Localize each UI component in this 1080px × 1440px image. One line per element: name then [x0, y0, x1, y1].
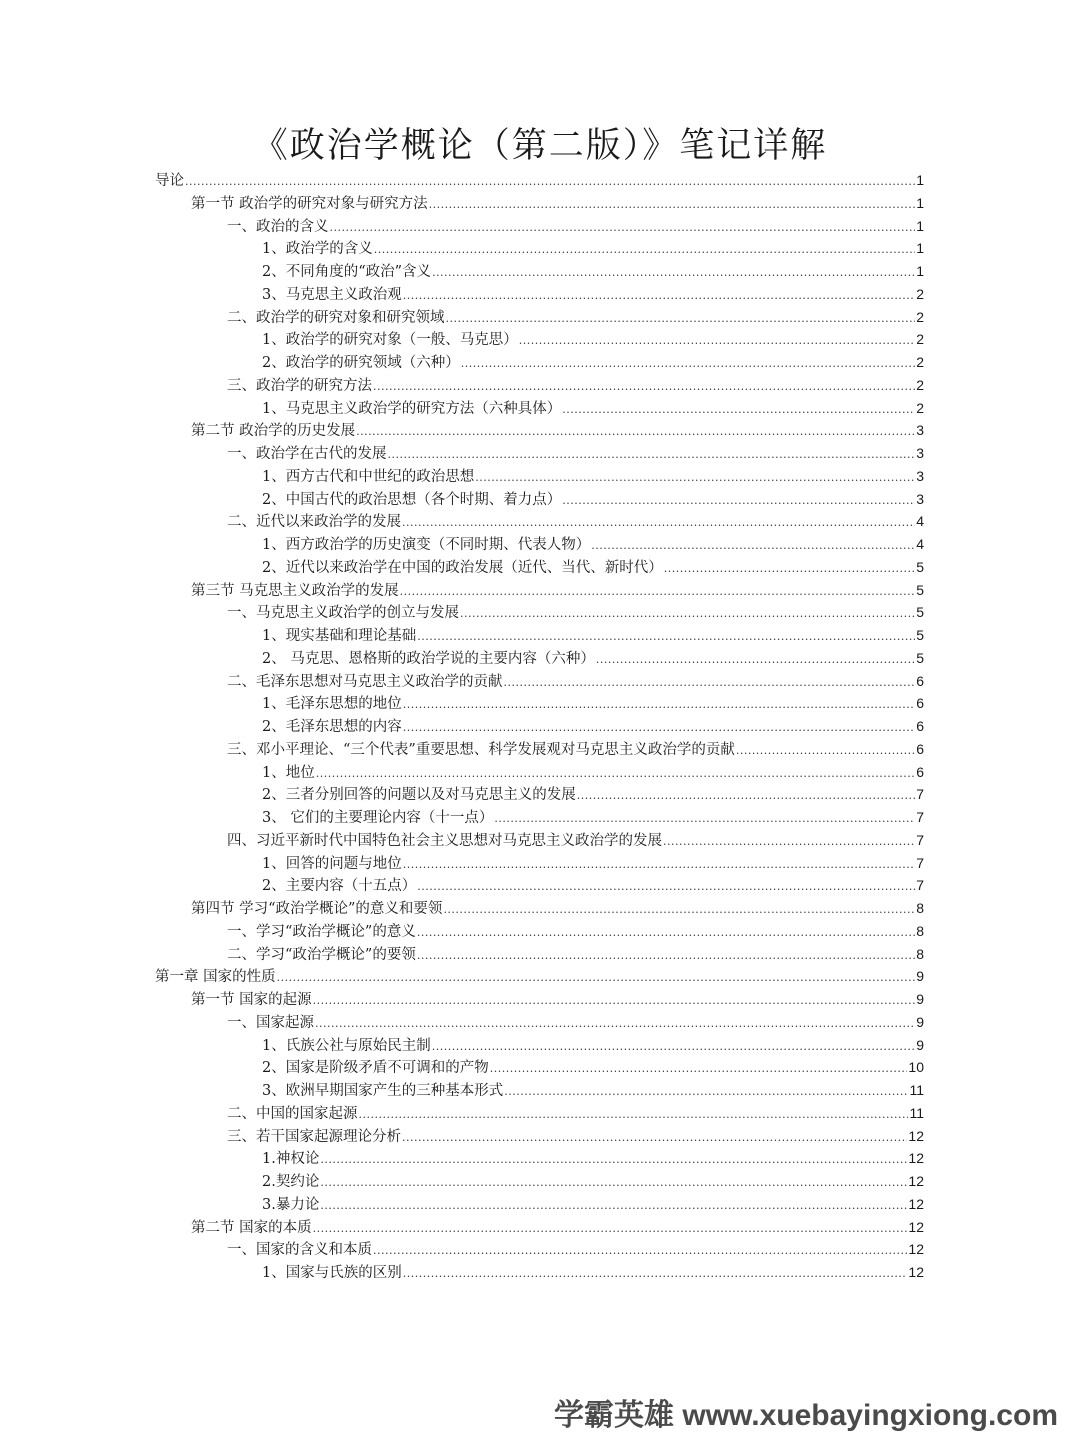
toc-entry-page: 12: [908, 1218, 924, 1235]
toc-entry-page: 1: [916, 263, 924, 279]
toc-entry[interactable]: [155, 1056, 924, 1079]
toc-leader-dots: [320, 1171, 907, 1195]
toc-entry-title: 第四节 学习“政治学概论”的意义和要领: [191, 901, 443, 917]
toc-entry-title: 1、地位: [262, 764, 315, 781]
toc-leader-dots: [504, 1080, 908, 1104]
toc-entry-page: 2: [916, 399, 924, 416]
toc-leader-dots: [591, 534, 915, 558]
toc-entry-title: 2、主要内容（十五点）: [262, 878, 417, 895]
toc-leader-dots: [417, 625, 915, 649]
toc-leader-dots: [403, 693, 915, 717]
toc-entry[interactable]: [155, 465, 924, 488]
toc-entry[interactable]: [155, 1147, 924, 1170]
toc-entry-page: 3: [916, 490, 924, 507]
toc-entry[interactable]: [155, 715, 924, 738]
toc-entry-title: 1、现实基础和理论基础: [262, 628, 417, 644]
toc-leader-dots: [460, 602, 915, 626]
toc-entry-title: 一、国家起源: [227, 1014, 314, 1031]
toc-leader-dots: [403, 716, 915, 740]
toc-entry-page: 1: [916, 172, 924, 188]
toc-entry-title: 3、马克思主义政治观: [262, 286, 402, 303]
toc-entry-page: 12: [908, 1241, 924, 1258]
toc-leader-dots: [403, 853, 915, 877]
toc-entry-title: 二、毛泽东思想对马克思主义政治学的贡献: [227, 673, 503, 690]
toc-entry-page: 7: [916, 877, 924, 894]
toc-entry-title: 1、毛泽东思想的地位: [262, 696, 402, 713]
toc-entry[interactable]: [155, 419, 924, 442]
toc-leader-dots: [373, 375, 915, 399]
toc-entry[interactable]: [155, 510, 924, 533]
toc-leader-dots: [316, 762, 915, 786]
toc-entry[interactable]: [155, 1011, 924, 1034]
toc-entry[interactable]: [155, 237, 924, 260]
toc-entry-title: 2、 马克思、恩格斯的政治学说的主要内容（六种）: [262, 650, 595, 667]
toc-entry-title: 1、西方政治学的历史演变（不同时期、代表人物）: [262, 537, 591, 553]
toc-entry-page: 8: [916, 922, 924, 939]
toc-entry-page: 7: [916, 854, 924, 871]
toc-entry-page: 6: [916, 672, 924, 689]
toc-entry[interactable]: [155, 692, 924, 715]
toc-entry-page: 1: [916, 240, 924, 257]
toc-entry-title: 第一节 国家的起源: [191, 992, 312, 1008]
toc-entry-title: 1、氏族公社与原始民主制: [262, 1037, 431, 1054]
toc-entry-title: 第一章 国家的性质: [155, 969, 276, 986]
toc-entry[interactable]: [155, 852, 924, 875]
toc-entry-page: 7: [916, 831, 924, 848]
toc-entry-title: 2、政治学的研究领域（六种）: [262, 355, 460, 371]
toc-entry-page: 9: [916, 1013, 924, 1030]
toc-entry[interactable]: [155, 1125, 924, 1148]
toc-leader-dots: [736, 739, 915, 763]
toc-entry-title: 2、近代以来政治学在中国的政治发展（近代、当代、新时代）: [262, 559, 663, 576]
toc-entry-title: 2、三者分别回答的问题以及对马克思主义的发展: [262, 787, 576, 804]
toc-entry[interactable]: [155, 533, 924, 556]
toc-entry-page: 10: [908, 1059, 924, 1076]
toc-entry[interactable]: [155, 601, 924, 624]
toc-entry[interactable]: [155, 1034, 924, 1057]
toc-entry-page: 5: [916, 581, 924, 598]
toc-entry-title: 二、近代以来政治学的发展: [227, 514, 401, 531]
toc-entry-page: 1: [916, 194, 924, 211]
toc-entry[interactable]: [155, 624, 924, 647]
toc-entry-page: 4: [916, 536, 924, 552]
toc-entry-page: 3: [916, 422, 924, 439]
toc-leader-dots: [402, 1126, 907, 1150]
toc-entry-page: 6: [916, 695, 924, 712]
toc-entry[interactable]: [155, 829, 924, 852]
toc-entry-page: 2: [916, 354, 924, 370]
toc-entry[interactable]: [155, 943, 924, 966]
toc-entry[interactable]: [155, 1102, 924, 1125]
toc-entry-page: 6: [916, 718, 924, 734]
toc-entry-page: 12: [908, 1150, 924, 1167]
toc-entry-title: 三、邓小平理论、“三个代表”重要思想、科学发展观对马克思主义政治学的贡献: [227, 741, 735, 758]
toc-entry-title: 二、学习“政治学概论”的要领: [227, 946, 416, 963]
toc-entry[interactable]: [155, 1216, 924, 1239]
toc-leader-dots: [359, 1103, 909, 1127]
toc-entry-page: 12: [908, 1195, 924, 1212]
toc-entry-page: 2: [916, 331, 924, 348]
toc-leader-dots: [320, 1194, 907, 1218]
toc-leader-dots: [400, 580, 916, 604]
toc-leader-dots: [417, 944, 915, 968]
toc-entry-title: 1、西方古代和中世纪的政治思想: [262, 468, 475, 485]
toc-entry[interactable]: [155, 647, 924, 670]
toc-entry-title: 一、马克思主义政治学的创立与发展: [227, 605, 459, 622]
toc-entry[interactable]: [155, 670, 924, 693]
toc-entry-page: 7: [916, 786, 924, 803]
toc-entry-page: 9: [916, 991, 924, 1007]
toc-leader-dots: [504, 671, 916, 695]
toc-entry-title: 导论: [155, 173, 184, 189]
toc-entry[interactable]: [155, 328, 924, 351]
toc-entry[interactable]: [155, 738, 924, 761]
toc-entry-page: 2: [916, 285, 924, 302]
toc-entry-title: 3.暴力论: [262, 1196, 320, 1213]
toc-leader-dots: [330, 216, 916, 240]
toc-entry[interactable]: [155, 306, 924, 329]
toc-leader-dots: [417, 921, 915, 945]
toc-leader-dots: [429, 193, 916, 217]
toc-leader-dots: [320, 1148, 907, 1172]
toc-entry[interactable]: [155, 1261, 924, 1284]
toc-entry-page: 6: [916, 763, 924, 780]
toc-entry-title: 3、 它们的主要理论内容（十一点）: [262, 810, 494, 826]
toc-leader-dots: [315, 1012, 915, 1036]
toc-entry[interactable]: [155, 397, 924, 420]
toc-entry[interactable]: [155, 579, 924, 602]
toc-leader-dots: [374, 238, 915, 262]
toc-entry[interactable]: [155, 1079, 924, 1102]
toc-entry[interactable]: [155, 283, 924, 306]
toc-entry-title: 第三节 马克思主义政治学的发展: [191, 582, 399, 599]
toc-entry[interactable]: [155, 874, 924, 897]
toc-leader-dots: [388, 443, 916, 467]
toc-entry-title: 2、中国古代的政治思想（各个时期、着力点）: [262, 491, 562, 508]
toc-leader-dots: [432, 1035, 915, 1059]
toc-entry-title: 三、若干国家起源理论分析: [227, 1128, 401, 1145]
toc-entry-title: 2.契约论: [262, 1174, 320, 1190]
toc-entry[interactable]: [155, 965, 924, 988]
toc-entry[interactable]: [155, 374, 924, 397]
toc-leader-dots: [402, 511, 915, 535]
toc-entry-title: 1.神权论: [262, 1151, 320, 1168]
toc-entry[interactable]: [155, 1193, 924, 1216]
toc-entry-page: 11: [909, 1082, 924, 1098]
toc-entry-title: 1、政治学的含义: [262, 241, 373, 258]
toc-entry-title: 一、政治的含义: [227, 218, 329, 235]
toc-leader-dots: [663, 830, 915, 854]
toc-leader-dots: [403, 284, 915, 308]
toc-entry-page: 5: [916, 649, 924, 666]
toc-entry-page: 6: [916, 740, 924, 757]
toc-entry[interactable]: [155, 761, 924, 784]
toc-entry[interactable]: [155, 920, 924, 943]
toc-leader-dots: [519, 329, 915, 353]
toc-leader-dots: [664, 557, 915, 581]
toc-leader-dots: [313, 1217, 908, 1241]
toc-leader-dots: [475, 466, 915, 490]
toc-entry[interactable]: [155, 488, 924, 511]
toc-entry-title: 1、马克思主义政治学的研究方法（六种具体）: [262, 400, 562, 417]
toc-leader-dots: [446, 307, 916, 331]
toc-entry-title: 一、政治学在古代的发展: [227, 446, 387, 462]
toc-entry-page: 12: [908, 1173, 924, 1189]
toc-leader-dots: [417, 875, 915, 899]
toc-entry-page: 9: [916, 1036, 924, 1053]
toc-leader-dots: [490, 1057, 908, 1081]
toc-leader-dots: [185, 170, 915, 194]
toc-entry[interactable]: [155, 897, 924, 920]
toc-leader-dots: [562, 398, 915, 422]
toc-entry-page: 5: [916, 604, 924, 621]
toc-entry-title: 第二节 国家的本质: [191, 1219, 312, 1236]
toc-entry-title: 1、政治学的研究对象（一般、马克思）: [262, 332, 518, 349]
toc-entry-page: 4: [916, 513, 924, 530]
toc-leader-dots: [443, 898, 915, 922]
table-of-contents: [155, 169, 924, 1284]
toc-entry-title: 2、不同角度的“政治”含义: [262, 264, 432, 280]
toc-leader-dots: [432, 261, 915, 285]
toc-leader-dots: [356, 420, 915, 444]
toc-entry[interactable]: [155, 1238, 924, 1261]
toc-entry[interactable]: [155, 783, 924, 806]
toc-entry-title: 第一节 政治学的研究对象与研究方法: [191, 195, 428, 212]
toc-leader-dots: [461, 352, 915, 376]
toc-entry-title: 一、国家的含义和本质: [227, 1242, 372, 1259]
toc-entry[interactable]: [155, 806, 924, 829]
toc-entry-page: 3: [916, 467, 924, 484]
toc-entry-title: 一、学习“政治学概论”的意义: [227, 923, 416, 940]
toc-entry-page: 11: [909, 1104, 924, 1121]
toc-entry-page: 1: [916, 217, 924, 234]
toc-entry[interactable]: [155, 169, 924, 192]
toc-entry[interactable]: [155, 1170, 924, 1193]
toc-entry-title: 二、政治学的研究对象和研究领域: [227, 309, 445, 326]
toc-entry-title: 三、政治学的研究方法: [227, 377, 372, 394]
toc-entry-page: 8: [916, 900, 924, 916]
toc-entry-title: 3、欧洲早期国家产生的三种基本形式: [262, 1083, 504, 1099]
toc-leader-dots: [494, 807, 915, 831]
toc-entry-page: 9: [916, 968, 924, 985]
toc-entry[interactable]: [155, 215, 924, 238]
toc-leader-dots: [313, 989, 916, 1013]
toc-entry-page: 5: [916, 627, 924, 643]
toc-entry-page: 3: [916, 445, 924, 461]
toc-entry-page: 7: [916, 809, 924, 825]
toc-leader-dots: [562, 489, 915, 513]
toc-entry-page: 12: [908, 1264, 924, 1280]
toc-leader-dots: [403, 1262, 908, 1286]
toc-entry-title: 2、国家是阶级矛盾不可调和的产物: [262, 1060, 489, 1077]
toc-entry[interactable]: [155, 442, 924, 465]
toc-entry[interactable]: [155, 988, 924, 1011]
toc-entry-page: 8: [916, 945, 924, 962]
toc-entry[interactable]: [155, 556, 924, 579]
toc-entry-page: 12: [908, 1127, 924, 1144]
toc-entry-title: 2、毛泽东思想的内容: [262, 719, 402, 735]
toc-entry-page: 2: [916, 376, 924, 393]
toc-entry[interactable]: [155, 192, 924, 215]
toc-entry-page: 2: [916, 308, 924, 325]
toc-entry[interactable]: [155, 260, 924, 283]
toc-entry[interactable]: [155, 351, 924, 374]
toc-entry-title: 1、回答的问题与地位: [262, 855, 402, 872]
document-title: 《政治学概论（第二版）》笔记详解: [252, 126, 828, 166]
watermark: 学霸英雄 www.xuebayingxiong.com: [554, 1399, 1058, 1432]
toc-entry-title: 四、习近平新时代中国特色社会主义思想对马克思主义政治学的发展: [227, 832, 662, 849]
toc-leader-dots: [277, 966, 916, 990]
toc-leader-dots: [596, 648, 915, 672]
toc-entry-page: 5: [916, 558, 924, 575]
toc-entry-title: 二、中国的国家起源: [227, 1105, 358, 1122]
toc-entry-title: 1、国家与氏族的区别: [262, 1265, 402, 1281]
toc-leader-dots: [577, 784, 915, 808]
toc-entry-title: 第二节 政治学的历史发展: [191, 423, 356, 440]
toc-leader-dots: [373, 1239, 907, 1263]
